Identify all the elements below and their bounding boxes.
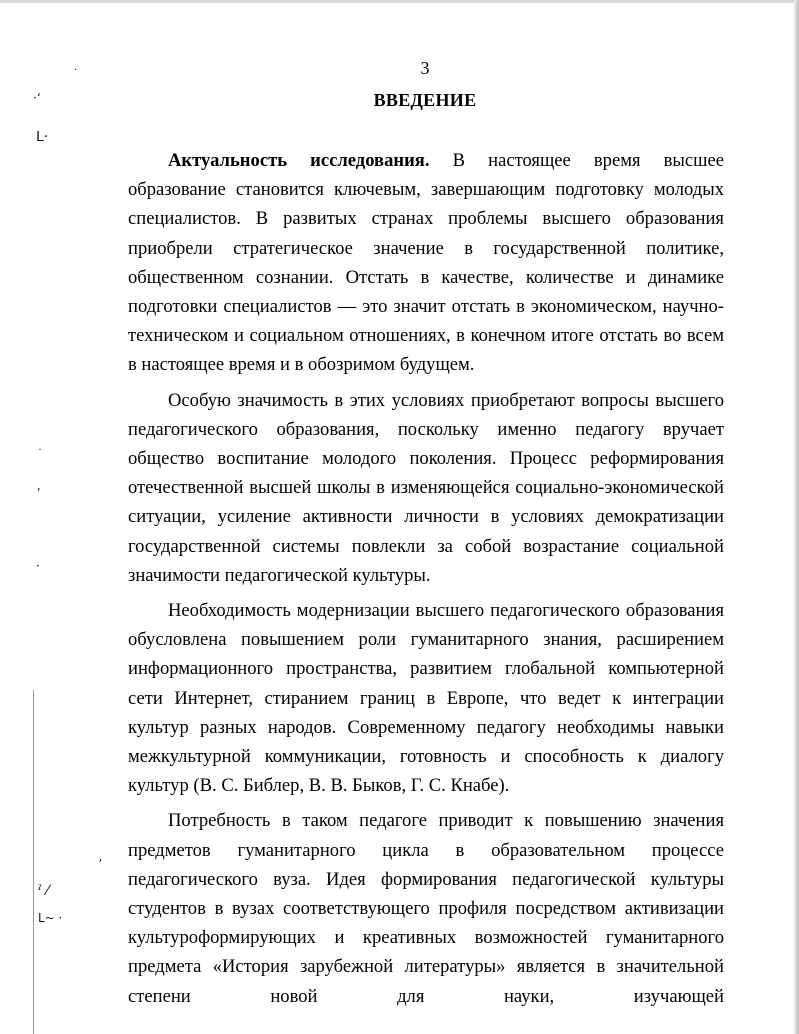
scan-speck: ʹ [37, 487, 41, 501]
scan-edge-top [0, 0, 799, 3]
scan-speck: ˙ [37, 447, 43, 461]
page-number: 3 [420, 58, 430, 78]
scan-speck: ˀ ⁄ [38, 883, 49, 899]
scan-edge-left [33, 690, 34, 1034]
scan-speck: ·ʻ [33, 91, 41, 105]
scan-speck: ᒪ~ · [38, 911, 63, 925]
paragraph-text: В настоящее время высшее образование становится ключевым, завершающим подготовку молодых специалистов. В развитых странах проблемы высшего образования приобрели стратегическое значение в государственной политике, общественном сознании. Отстать в качестве, количестве и динамике подготовки специалистов — это значит отстать в экономическом, научно-техническом и социальном отношениях, в конечном итоге отстать во всем в настоящее время и в обозримом будущем. [128, 150, 724, 376]
paragraph: Особую значимость в этих условиях приобретают вопросы высшего педагогического образования, поскольку именно педагогу вручает общество воспитание молодого поколения. Процесс реформирования отечественной высшей школы в изменяющейся социально-экономической ситуации, усиление активности личности в условиях демократизации государственной системы повлекли за собой возрастание социальной значимости педагогической культуры. [128, 389, 724, 586]
page-heading: ВВЕДЕНИЕ [373, 90, 477, 110]
scan-speck: · [36, 559, 40, 573]
scan-speck: ʼ [98, 857, 102, 871]
paragraph-relevance [128, 146, 724, 380]
body-text [128, 146, 724, 1011]
paragraph-lead: Актуальность исследования. [168, 150, 430, 171]
paragraph: Необходимость модернизации высшего педагогического образования обусловлена повышением роли гуманитарного знания, расширением информационного пространства, развитием глобальной компьютерной сети Интернет, стиранием границ в Европе, что ведет к интеграции культур разных народов. Современному педагогу необходимы навыки межкультурной коммуникации, готовность и способность к диалогу культур (В. С. Библер, В. В. Быков, Г. С. Кнабе). [128, 600, 724, 797]
paragraph: Потребность в таком педагоге приводит к повышению значения предметов гуманитарного цикла в образовательном процессе педагогического вуза. Идея формирования педагогической культуры студентов в вузах соответствующего профиля посредством активизации культуроформирующих и креативных возможностей гуманитарного предмета «История зарубежной литературы» является в значительной степени новой для науки, изучающей [128, 810, 724, 1007]
scan-speck: · [74, 65, 78, 76]
scan-speck: ᒪ· [36, 129, 49, 145]
scan-edge-right [794, 0, 799, 1034]
